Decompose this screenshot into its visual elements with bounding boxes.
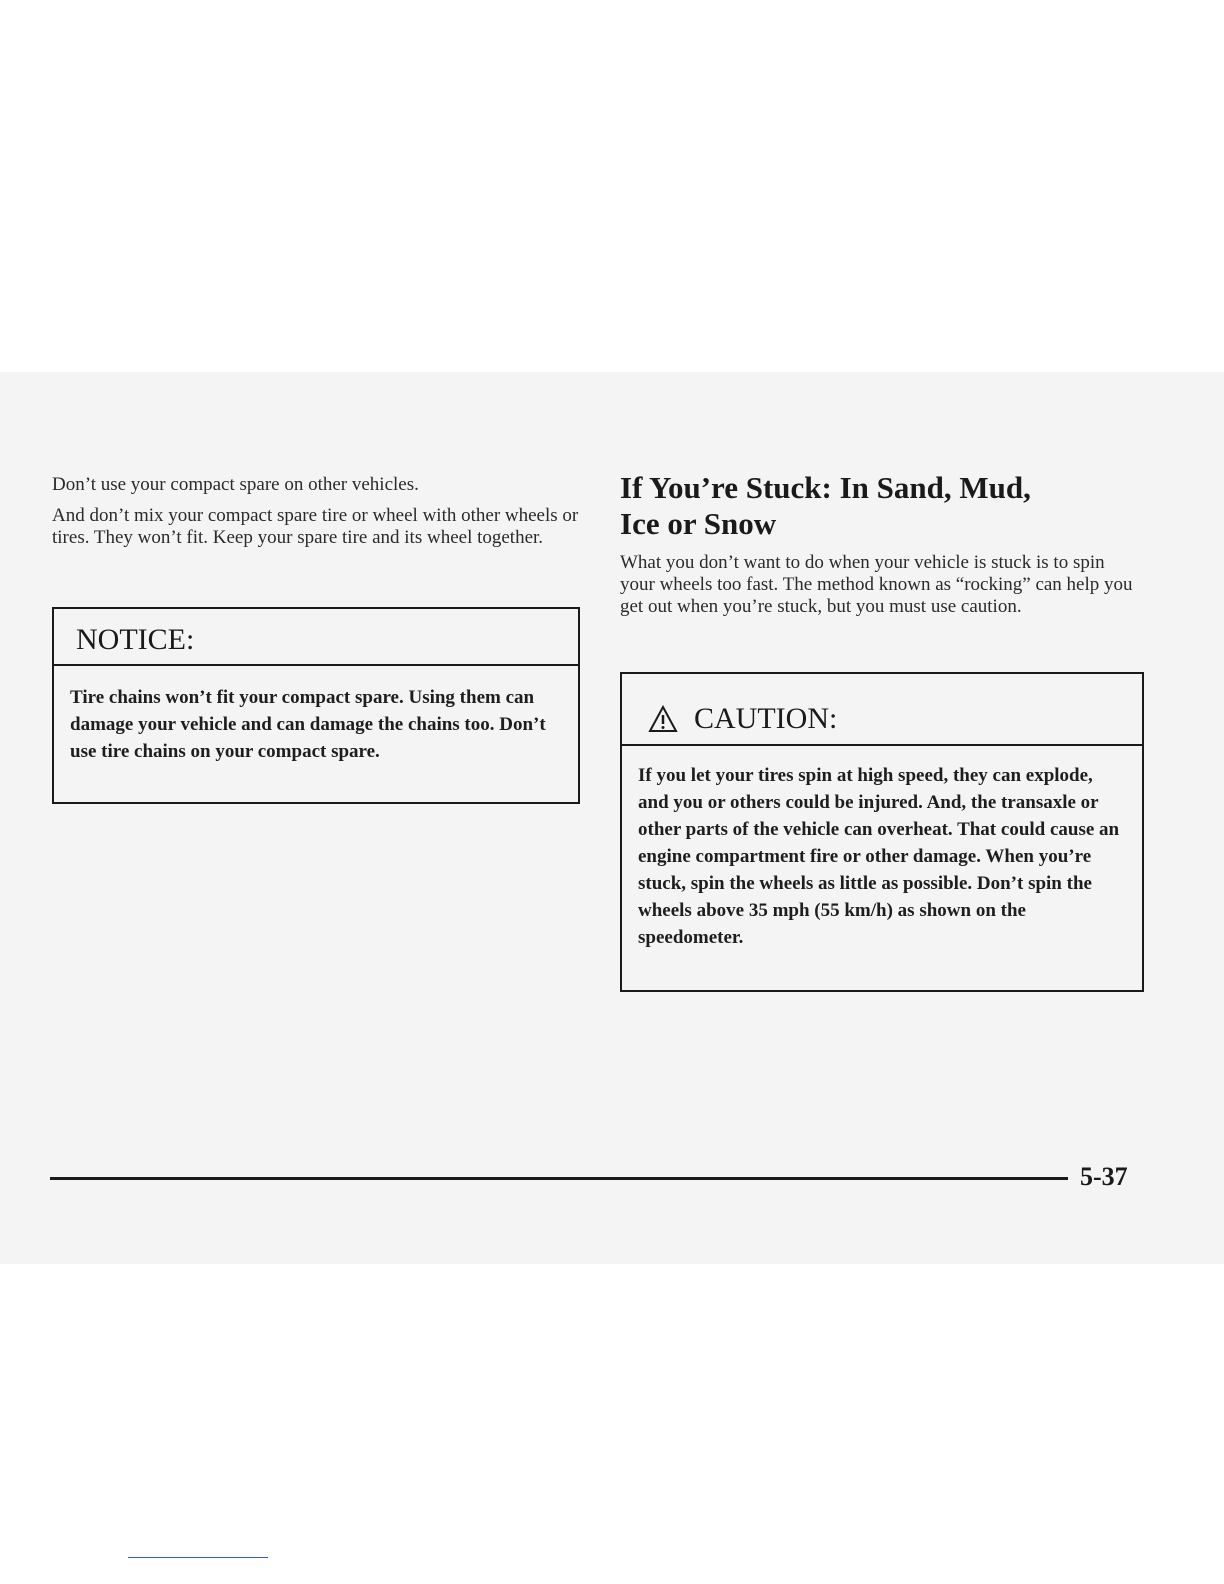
- warning-triangle-icon: [648, 705, 678, 733]
- caution-header: [622, 674, 1142, 746]
- footer-rule: [50, 1177, 1068, 1180]
- divider: [128, 1557, 268, 1558]
- notice-text: Tire chains won’t fit your compact spare. Using them can damage your vehicle and can damage the chains too. Don’t use tire chains on your compact spare.: [70, 687, 546, 762]
- caution-box: [620, 672, 1144, 992]
- caution-text: If you let your tires spin at high speed, they can explode, and you or others could be injured. And, the transaxle or other parts of the vehicle can overheat. That could cause an engine compartment fire or other damage. When you’re stuck, spin the wheels as little as possible. Don’t spin the wheels above 35 mph (55 km/h) as shown on the speedometer.: [638, 765, 1120, 948]
- section-title: If You’re Stuck: In Sand, Mud, Ice or Snow: [620, 470, 1031, 541]
- notice-heading: NOTICE:: [54, 609, 578, 666]
- page-number: 5-37: [1080, 1162, 1128, 1191]
- notice-box: [52, 607, 580, 804]
- paragraph: And don’t mix your compact spare tire or wheel with other wheels or tires. They won’t fit. Keep your spare tire and its wheel together.: [52, 505, 579, 548]
- paragraph: What you don’t want to do when your vehicle is stuck is to spin your wheels too fast. The method known as “rocking” can help you get out when you’re stuck, but you must use caution.: [620, 552, 1133, 617]
- paragraph: Don’t use your compact spare on other vehicles.: [52, 474, 419, 495]
- right-column: [620, 470, 1144, 627]
- left-column: [52, 474, 584, 558]
- caution-heading: CAUTION:: [694, 702, 838, 735]
